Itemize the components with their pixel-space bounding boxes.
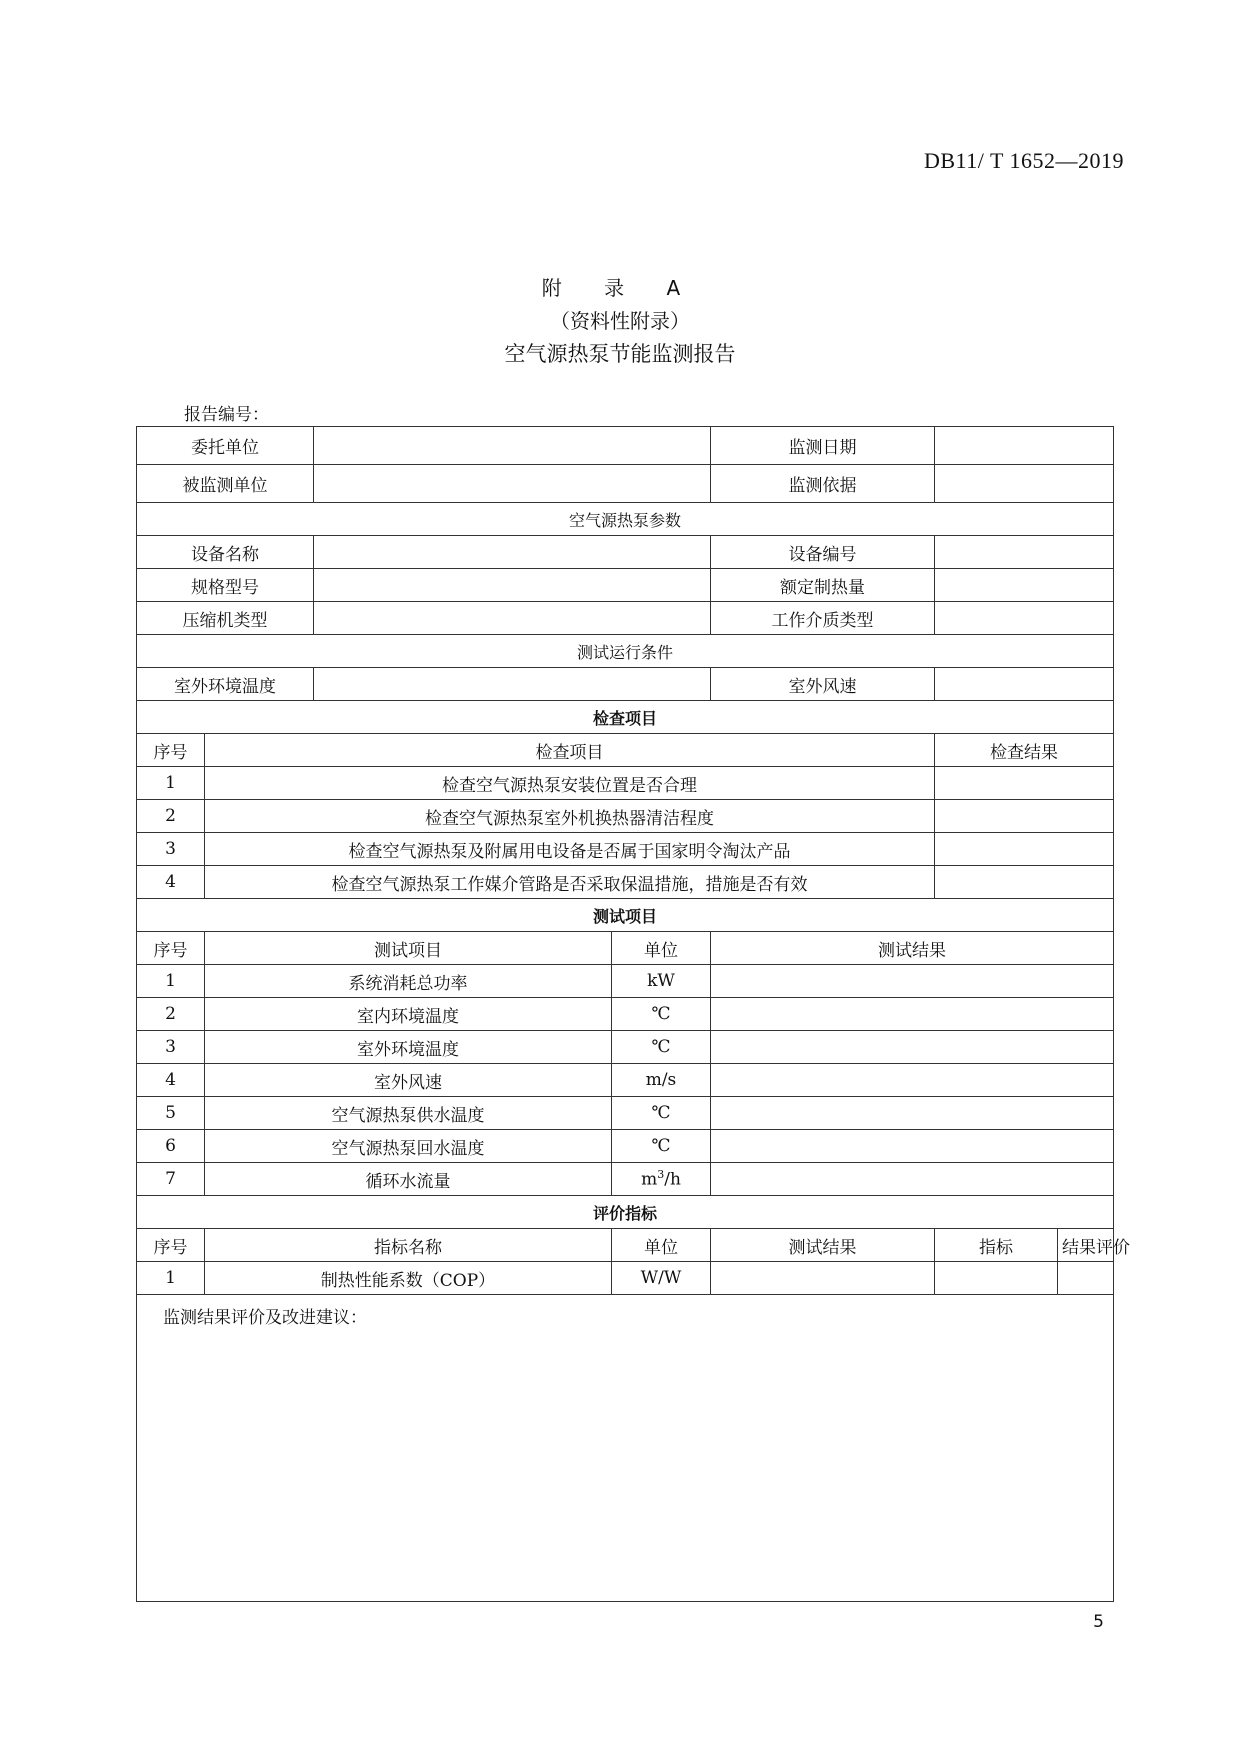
monitored-unit-label: 被监测单位: [137, 465, 314, 503]
test-item: 室外环境温度: [205, 1031, 612, 1064]
monitoring-report-form: [136, 426, 1130, 1602]
inspection-header-row: [137, 734, 1114, 767]
test-row: [137, 1064, 1114, 1097]
test-item: 空气源热泵回水温度: [205, 1130, 612, 1163]
inspection-no: 2: [137, 800, 205, 833]
basis-value[interactable]: [935, 465, 1114, 503]
inspection-item: 检查空气源热泵安装位置是否合理: [205, 767, 935, 800]
tests-header-row: [137, 932, 1114, 965]
inspection-no: 1: [137, 767, 205, 800]
test-item: 循环水流量: [205, 1163, 612, 1196]
unit-superscript: 3: [657, 1168, 665, 1182]
row-remarks: [137, 1295, 1114, 1602]
inspection-no: 4: [137, 866, 205, 899]
unit-tail: /h: [664, 1169, 681, 1190]
client-label: 委托单位: [137, 427, 314, 465]
inspection-row: [137, 866, 1114, 899]
test-row: [137, 965, 1114, 998]
eval-no: 1: [137, 1262, 205, 1295]
test-unit: ℃: [612, 998, 711, 1031]
device-name-label: 设备名称: [137, 536, 314, 569]
test-row: [137, 1097, 1114, 1130]
outdoor-temp-value[interactable]: [314, 668, 711, 701]
test-result[interactable]: [711, 1031, 1114, 1064]
test-no: 4: [137, 1064, 205, 1097]
test-item-header: 测试项目: [205, 932, 612, 965]
evaluation-row: [137, 1262, 1114, 1295]
inspection-no: 3: [137, 833, 205, 866]
medium-label: 工作介质类型: [711, 602, 935, 635]
test-no-header: 序号: [137, 932, 205, 965]
remarks-label: 监测结果评价及改进建议：: [163, 1308, 367, 1328]
test-no: 7: [137, 1163, 205, 1196]
evaluation-section-title: 评价指标: [137, 1196, 1114, 1229]
outdoor-temp-label: 室外环境温度: [137, 668, 314, 701]
test-unit: [612, 1163, 711, 1196]
row-outdoor: [137, 668, 1114, 701]
test-result[interactable]: [711, 998, 1114, 1031]
test-item: 室外风速: [205, 1064, 612, 1097]
tests-section-title: 测试项目: [137, 899, 1114, 932]
inspection-item: 检查空气源热泵工作媒介管路是否采取保温措施，措施是否有效: [205, 866, 935, 899]
test-no: 6: [137, 1130, 205, 1163]
eval-unit-header: 单位: [612, 1229, 711, 1262]
basis-label: 监测依据: [711, 465, 935, 503]
client-value[interactable]: [314, 427, 711, 465]
row-conditions-section: [137, 635, 1114, 668]
eval-index[interactable]: [935, 1262, 1058, 1295]
test-result[interactable]: [711, 965, 1114, 998]
test-item: 系统消耗总功率: [205, 965, 612, 998]
inspection-result[interactable]: [935, 866, 1114, 899]
row-client: [137, 427, 1114, 465]
compressor-label: 压缩机类型: [137, 602, 314, 635]
monitored-unit-value[interactable]: [314, 465, 711, 503]
date-value[interactable]: [935, 427, 1114, 465]
device-no-value[interactable]: [935, 536, 1114, 569]
test-item: 室内环境温度: [205, 998, 612, 1031]
params-section-title: 空气源热泵参数: [137, 503, 1114, 536]
test-result[interactable]: [711, 1163, 1114, 1196]
rated-heat-value[interactable]: [935, 569, 1114, 602]
row-inspection-section: [137, 701, 1114, 734]
test-unit: ℃: [612, 1130, 711, 1163]
test-no: 1: [137, 965, 205, 998]
inspection-item: 检查空气源热泵室外机换热器清洁程度: [205, 800, 935, 833]
rated-heat-label: 额定制热量: [711, 569, 935, 602]
date-label: 监测日期: [711, 427, 935, 465]
inspection-section-title: 检查项目: [137, 701, 1114, 734]
inspection-result[interactable]: [935, 767, 1114, 800]
test-result-header: 测试结果: [711, 932, 1114, 965]
test-unit: ℃: [612, 1031, 711, 1064]
eval-no-header: 序号: [137, 1229, 205, 1262]
inspection-result[interactable]: [935, 833, 1114, 866]
conditions-section-title: 测试运行条件: [137, 635, 1114, 668]
inspection-item: 检查空气源热泵及附属用电设备是否属于国家明令淘汰产品: [205, 833, 935, 866]
inspection-result[interactable]: [935, 800, 1114, 833]
evaluation-header-row: [137, 1229, 1114, 1262]
appendix-note: （资料性附录）: [550, 309, 690, 333]
outdoor-wind-value[interactable]: [935, 668, 1114, 701]
test-row: [137, 1031, 1114, 1064]
compressor-value[interactable]: [314, 602, 711, 635]
test-item: 空气源热泵供水温度: [205, 1097, 612, 1130]
row-device-name: [137, 536, 1114, 569]
row-model: [137, 569, 1114, 602]
appendix-title: 附 录 A: [541, 276, 699, 300]
test-unit: m/s: [612, 1064, 711, 1097]
eval-unit: W/W: [612, 1262, 711, 1295]
test-no: 2: [137, 998, 205, 1031]
test-unit: ℃: [612, 1097, 711, 1130]
device-no-label: 设备编号: [711, 536, 935, 569]
remarks-field[interactable]: [137, 1295, 1114, 1602]
inspection-no-header: 序号: [137, 734, 205, 767]
eval-index-header: 指标: [935, 1229, 1058, 1262]
test-row: [137, 998, 1114, 1031]
row-evaluation-section: [137, 1196, 1114, 1229]
inspection-result-header: 检查结果: [935, 734, 1114, 767]
medium-value[interactable]: [935, 602, 1114, 635]
model-label: 规格型号: [137, 569, 314, 602]
model-value[interactable]: [314, 569, 711, 602]
standard-code: DB11/ T 1652—2019: [923, 148, 1124, 173]
row-params-section: [137, 503, 1114, 536]
test-result[interactable]: [711, 1097, 1114, 1130]
test-result[interactable]: [711, 1130, 1114, 1163]
test-no: 3: [137, 1031, 205, 1064]
test-unit: kW: [612, 965, 711, 998]
row-tests-section: [137, 899, 1114, 932]
unit-base: m: [641, 1169, 658, 1190]
test-row: [137, 1130, 1114, 1163]
report-number-label: 报告编号：: [184, 405, 269, 425]
eval-assessment-header: 结果评价: [1058, 1229, 1114, 1262]
test-result[interactable]: [711, 1064, 1114, 1097]
page-number: 5: [1093, 1612, 1104, 1632]
row-monitored-unit: [137, 465, 1114, 503]
inspection-row: [137, 800, 1114, 833]
outdoor-wind-label: 室外风速: [711, 668, 935, 701]
inspection-item-header: 检查项目: [205, 734, 935, 767]
test-row: [137, 1163, 1114, 1196]
eval-name: 制热性能系数（COP）: [205, 1262, 612, 1295]
eval-result-header: 测试结果: [711, 1229, 935, 1262]
eval-assessment[interactable]: [1058, 1262, 1114, 1295]
inspection-row: [137, 767, 1114, 800]
row-compressor: [137, 602, 1114, 635]
report-title: 空气源热泵节能监测报告: [504, 342, 736, 366]
test-unit-header: 单位: [612, 932, 711, 965]
inspection-row: [137, 833, 1114, 866]
device-name-value[interactable]: [314, 536, 711, 569]
eval-name-header: 指标名称: [205, 1229, 612, 1262]
test-no: 5: [137, 1097, 205, 1130]
eval-result[interactable]: [711, 1262, 935, 1295]
